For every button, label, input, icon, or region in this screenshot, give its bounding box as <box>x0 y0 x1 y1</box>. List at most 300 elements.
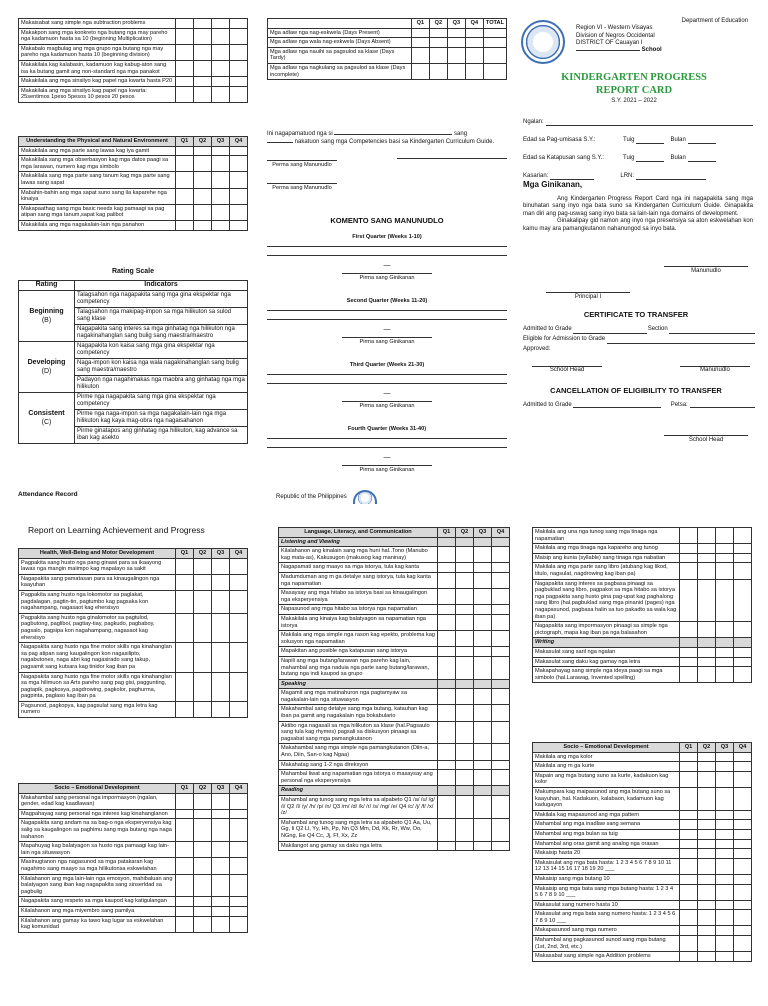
math-table-top <box>18 18 248 103</box>
rating-cell <box>230 574 248 590</box>
table-header: Socio – Emotional Development <box>19 784 176 794</box>
rating-cell <box>212 701 230 717</box>
rating-cell <box>230 793 248 809</box>
rating-cell <box>456 631 474 647</box>
competency-text: Aktibo nga nagasali sa mga hilikuton sa klase (hal.Pagsaulo sang tula kag rhymes) pagsali sa diskusyon pinaagi sa pagsabat sang mga pamangkutanon <box>279 721 438 744</box>
socio-right-table <box>532 742 752 962</box>
rating-cell <box>176 874 194 897</box>
rating-cell <box>447 38 465 48</box>
competency-text: Kilalahanon ang mga miyembro sang pamilya <box>19 906 176 916</box>
rating-cell <box>456 796 474 819</box>
health-table <box>18 548 248 718</box>
quarter-header: Q2 <box>456 528 474 538</box>
competency-text: Makilangot ang gamay sa daku nga letra <box>279 841 438 851</box>
rating-cell <box>492 786 510 796</box>
rating-cell <box>194 574 212 590</box>
table-row <box>533 647 752 657</box>
rating-cell <box>438 631 456 647</box>
rating-cell <box>456 841 474 851</box>
rating-cell <box>680 622 698 638</box>
competency-text: Nagapakita sang pamatasan para sa kinaugalingon nga kaayuhan <box>19 574 176 590</box>
certify-text-a: Ini nagapamatuod nga si <box>267 131 335 137</box>
rating-cell <box>492 605 510 615</box>
rating-cell <box>176 188 194 204</box>
rating-cell <box>474 818 492 841</box>
rating-cell <box>734 638 752 648</box>
rating-cell <box>680 667 698 683</box>
komento-dash: — <box>383 326 391 333</box>
rating-cell <box>447 47 465 63</box>
rating-cell <box>680 874 698 884</box>
rating-cell <box>698 579 716 622</box>
competency-text: Pagpakita sang husto nga lokomotor sa paglakat, pagdalagan, pagtin-tin, pagtumbo kag pagsaka kon nagahampang, nagasaot kag ehersisyo <box>19 590 176 613</box>
quarter-header: Q1 <box>438 528 456 538</box>
rating-cell <box>680 910 698 926</box>
rating-cell <box>438 841 456 851</box>
rating-cell <box>212 613 230 642</box>
rating-cell <box>698 900 716 910</box>
approved-label: Approved: <box>523 346 551 352</box>
komento-dash: — <box>383 390 391 397</box>
competency-text: Makakilala ang mga parte sang lawas kag iya gamit <box>19 146 176 156</box>
competency-text: Mahambal ang tunog sang mga letra sa alpabeto Q1 /a/ /u/ /g/ /i/ Q2 /l/ /y/ /h/ /p/ /n/ Q3 /m/ /d/ /k/ /r/ /s/ /ng/ /e/ Q4 /c/ /j/ /f/ /x/ /z/ <box>279 796 438 819</box>
rating-table <box>18 280 248 444</box>
table-row <box>19 590 248 613</box>
rating-cell <box>492 563 510 573</box>
rating-cell <box>230 44 248 60</box>
rating-cell <box>680 762 698 772</box>
rating-cell <box>438 537 456 547</box>
quarter-header: Q2 <box>194 784 212 794</box>
sig-teacher-2: Perma sang Manunudlo <box>267 183 337 192</box>
quarter-header: Q4 <box>230 549 248 559</box>
table-row <box>533 771 752 787</box>
reading-writing-table <box>532 527 752 683</box>
competency-text: Nagapamati sang maayo sa mga istorya, tula kag kanta <box>279 563 438 573</box>
rating-level: Beginning <box>29 307 64 315</box>
rating-level: Consistent <box>28 409 65 417</box>
rating-cell <box>734 926 752 936</box>
rating-cell <box>698 849 716 859</box>
rating-cell <box>230 643 248 672</box>
letter-paragraph-2: Ginakalipay gid namon ang inyo nga presensiya sa aton eskwelahan kon kamu may ara pamangkutanon nahanungod sa inyo bata. <box>523 218 753 232</box>
rating-cell <box>492 547 510 563</box>
rating-cell <box>438 705 456 721</box>
rating-cell <box>474 705 492 721</box>
competency-text: Kilalahanon ang gamay ka tawo kag lugar sa eskwelahan kag komunidad <box>19 916 176 932</box>
table-row <box>19 204 248 220</box>
komento-dash: — <box>383 454 391 461</box>
quarter-label: Fourth Quarter (Weeks 31-40) <box>347 426 427 432</box>
rating-cell <box>230 672 248 701</box>
table-row <box>19 220 248 230</box>
rating-cell <box>194 28 212 44</box>
rating-cell <box>176 819 194 842</box>
rating-cell <box>680 810 698 820</box>
quarter-label: Third Quarter (Weeks 21-30) <box>349 362 425 368</box>
table-row <box>19 793 248 809</box>
competency-text: Nagapakita sang husto nga fine motor skills nga kinahanglan sa pag atipan sang kaugalingon kon nagasilipto, nagabutones, naga abri kag nagasirado sang takup, pagsamit sang kutsara kag tinidor kag iban pa <box>19 643 176 672</box>
table-row <box>19 701 248 717</box>
competency-text: Makahambal sang detalye sang mga butang, katauhan kag iban pa gamit ang nagakalain nga bokabulario <box>279 705 438 721</box>
rating-cell <box>438 656 456 679</box>
rating-cell <box>680 936 698 952</box>
rating-cell <box>716 622 734 638</box>
rating-cell <box>492 614 510 630</box>
rating-cell <box>474 605 492 615</box>
rating-cell <box>176 793 194 809</box>
competency-text: Nagapakita sang respeto sa mga kaupod kag katigulangan <box>19 897 176 907</box>
competency-text: Nagapakita sang husto nga fine motor skills nga kinahanglan sa mga hilimuon sa Arts pareho sang pag gisi, paggunting, pagtapik, pagkosya, pagdrowing, pagkolor, paghurma, pagpinta, paglaso kag iban pa <box>19 672 176 701</box>
rating-cell <box>716 926 734 936</box>
rating-cell <box>698 936 716 952</box>
subsection-row <box>279 786 510 796</box>
dept-text: Department of Education <box>681 18 748 24</box>
rating-cell <box>474 647 492 657</box>
competency-text: Makasulat sang daku kag gamay nga letra <box>533 657 680 667</box>
table-row <box>533 810 752 820</box>
rating-cell <box>194 44 212 60</box>
table-row <box>279 721 510 744</box>
eligible-label: Eligible for Admission to Grade <box>523 336 606 342</box>
rating-cell <box>194 558 212 574</box>
rating-cell <box>680 579 698 622</box>
rating-cell <box>680 829 698 839</box>
competency-text: Mabahin-bahin ang mga sapat suno sang ila kaparehe nga kinaiya <box>19 188 176 204</box>
competency-text: Makakilala ang mga sinsilyo kag papel nga kwarta hasta P20 <box>19 77 176 87</box>
rating-cell <box>698 553 716 563</box>
attendance-row <box>268 63 507 79</box>
rating-cell <box>698 858 716 874</box>
competency-text: Makakpon sang mga konkreto nga butang nga may pareho nga kadamuon hasta sa 10 (beginning Multiplication) <box>19 28 176 44</box>
table-row <box>279 689 510 705</box>
table-row <box>19 906 248 916</box>
rating-cell <box>734 553 752 563</box>
rating-cell <box>698 810 716 820</box>
rating-cell <box>194 809 212 819</box>
rating-cell <box>698 667 716 683</box>
table-row <box>279 841 510 851</box>
indicator-text: Nagapakita sang interes sa mga ginhatag nga hilikuton nga nagakinahanglan sang bulig sang maestra/maestro <box>75 324 248 341</box>
rating-cell <box>680 657 698 667</box>
table-row <box>19 842 248 858</box>
rating-cell <box>698 638 716 648</box>
rating-cell <box>176 146 194 156</box>
table-row <box>19 19 248 29</box>
rating-cell <box>176 809 194 819</box>
rating-cell <box>680 771 698 787</box>
rating-cell <box>734 952 752 962</box>
table-row <box>19 858 248 874</box>
rating-cell <box>680 647 698 657</box>
rating-cell <box>680 839 698 849</box>
table-row <box>19 558 248 574</box>
attendance-header: TOTAL <box>483 19 506 29</box>
rating-cell <box>734 936 752 952</box>
competency-text: Makakilala sang mga obserbasyon kag mga datos paagi sa mga larawan, numero kag mga simbolo <box>19 156 176 172</box>
rating-cell <box>680 787 698 810</box>
rating-cell <box>230 558 248 574</box>
rating-cell <box>734 900 752 910</box>
rating-cell <box>456 744 474 760</box>
rating-cell <box>698 787 716 810</box>
rating-cell <box>411 38 429 48</box>
competency-text: Makilala kag mapasunod ang mga pattern <box>533 810 680 820</box>
rating-cell <box>212 19 230 29</box>
competency-text: Napili ang mga butang/larawan nga pareho kag lain, mahambal ang mga naduia nga parte sang butang/larawan, butang nga indi kaupod sa grupo <box>279 656 438 679</box>
rating-cell <box>194 590 212 613</box>
quarter-header: Q3 <box>212 137 230 147</box>
competency-text: Maisip ang kunia (syllable) sang tinaga nga nabatian <box>533 553 680 563</box>
physical-table <box>18 136 248 231</box>
rating-cell <box>194 842 212 858</box>
rating-cell <box>176 28 194 44</box>
rating-cell <box>474 721 492 744</box>
komento-dash: — <box>383 262 391 269</box>
rating-cell <box>474 679 492 689</box>
rating-cell <box>176 156 194 172</box>
rating-cell <box>230 819 248 842</box>
quarter-header: Q1 <box>176 549 194 559</box>
rating-cell <box>230 701 248 717</box>
rating-cell <box>698 820 716 830</box>
rating-cell <box>438 744 456 760</box>
table-row <box>533 874 752 884</box>
rating-cell <box>194 613 212 642</box>
rating-cell <box>474 786 492 796</box>
rating-cell <box>230 897 248 907</box>
indicator-text: Talagsahon nga nagapakita sang mga gina ekspektar nga competency <box>75 290 248 307</box>
socio-left-table <box>18 783 248 933</box>
rating-cell <box>698 657 716 667</box>
indicator-text: Talagsahon nga makipag-impon sa mga hilikuton sa sulod sang klase <box>75 307 248 324</box>
rating-cell <box>456 760 474 770</box>
attendance-header: Q4 <box>465 19 483 29</box>
rating-cell <box>212 874 230 897</box>
competency-text: Makapasunod sang mga numero <box>533 926 680 936</box>
rating-cell <box>716 829 734 839</box>
quarter-header: Q2 <box>194 137 212 147</box>
table-row <box>533 544 752 554</box>
subsection-label: Reading <box>279 786 438 796</box>
rating-cell <box>474 841 492 851</box>
attendance-row <box>268 47 507 63</box>
rating-cell <box>194 86 212 102</box>
cover-title-2: REPORT CARD <box>595 85 673 96</box>
quarter-header: Q1 <box>680 743 698 753</box>
rating-cell <box>492 679 510 689</box>
competency-text: Makahambal sang personal nga impormasyon (ngalan, gender, edad kag kaadlawan) <box>19 793 176 809</box>
table-row <box>19 146 248 156</box>
table-row <box>19 574 248 590</box>
rating-row <box>19 341 248 358</box>
table-row <box>19 874 248 897</box>
rating-cell <box>716 762 734 772</box>
competency-text: Makilala ang una nga tunog sang mga tinaga nga napamatian <box>533 528 680 544</box>
rating-cell <box>698 874 716 884</box>
attendance-label: Mga adlaw nga nauihi sa pagsulod sa klase (Days Tardy) <box>268 47 412 63</box>
rating-cell <box>176 220 194 230</box>
rating-cell <box>716 771 734 787</box>
rating-cell <box>230 146 248 156</box>
rating-cell <box>716 787 734 810</box>
komento-quarter <box>267 234 507 298</box>
rating-cell <box>212 156 230 172</box>
competency-text: Mahambal liwat ang napamatian nga istorya o masaysay ang personal nga eksperyensiya <box>279 770 438 786</box>
competency-text: Makakilala ang mga nagakalain-lain nga panahon <box>19 220 176 230</box>
table-row <box>19 897 248 907</box>
competency-text: Mahambal ang oras gamit ang analog nga orasan <box>533 839 680 849</box>
rating-cell <box>474 770 492 786</box>
rating-cell <box>194 793 212 809</box>
attendance-label: Mga adlaw nga nagkulang sa pagsulod sa klase (Days incomplete) <box>268 63 412 79</box>
rating-cell <box>438 572 456 588</box>
competency-text: Makaisip ang mga bata sang mga butang hasta: 1 2 3 4 5 6 7 8 9 10 ___ <box>533 884 680 900</box>
quarter-header: Q3 <box>212 549 230 559</box>
table-row <box>533 884 752 900</box>
attendance-label: Mga adlaw nga nag-eskwela (Days Present) <box>268 28 412 38</box>
rating-cell <box>194 858 212 874</box>
rating-cell <box>680 858 698 874</box>
rating-cell <box>716 874 734 884</box>
principal-sig <box>546 292 630 300</box>
rating-cell <box>438 796 456 819</box>
rating-cell <box>230 60 248 76</box>
competency-text: Nagapakita sang interes sa pagbasa pinaagi sa pagbuklad sang libro, pagpakot sa mga hitabo sa istorya nga pagpakita sang husto gina pag-upat kag paghalong sang libro (hal.pagbuklad sang mga pinanid (pages) nga nagapasunod, pagbasa halin sa tuo pakadto sa wala kag iban pa) <box>533 579 680 622</box>
rating-cell <box>176 643 194 672</box>
competency-text: Nagapakita sang impormasyon pinaagi sa simple nga pictograph, mapa kag iban pa nga balasahon <box>533 622 680 638</box>
rating-cell <box>734 787 752 810</box>
rating-cell <box>492 589 510 605</box>
competency-text: Makilala ang mga tinaga nga kapareho ang tunog <box>533 544 680 554</box>
quarter-header: Q4 <box>230 137 248 147</box>
rating-cell <box>492 656 510 679</box>
competency-text: Madumduman ang m ga detalye sang istorya, tula kag kanta nga napamatian <box>279 572 438 588</box>
rating-cell <box>194 916 212 932</box>
table-row <box>533 563 752 579</box>
rating-cell <box>438 721 456 744</box>
rating-cell <box>176 613 194 642</box>
rating-cell <box>734 647 752 657</box>
rating-cell <box>438 547 456 563</box>
competency-text: Napasunod ang mga hitabo sa istorya nga napamatian <box>279 605 438 615</box>
rating-cell <box>230 916 248 932</box>
competency-text: Makaisip hasta 20 <box>533 849 680 859</box>
attendance-header <box>268 19 412 29</box>
rating-cell <box>698 752 716 762</box>
attendance-label: Mga adlaw nga wala nag-eskwela (Days Absent) <box>268 38 412 48</box>
indicator-text: Padayon nga nagahimakas nga maobra ang ginhatag nga mga hilikuton <box>75 375 248 392</box>
indicator-text: Naga-impon kon kaisa nga wala nagakinahanglan sang bulig sang maestra/maestro <box>75 358 248 375</box>
rating-cell <box>734 667 752 683</box>
subsection-label: Listening and Viewing <box>279 537 438 547</box>
rating-cell <box>680 900 698 910</box>
rating-cell <box>474 760 492 770</box>
rating-cell <box>680 926 698 936</box>
table-header: Socio – Emotional Development <box>533 743 680 753</box>
indicator-text: Pirme nga naga-impon sa mga nagakalain-lain nga mga hilikuton kag kaya mag-obra nga nagaisahanon <box>75 409 248 426</box>
rating-cell <box>716 647 734 657</box>
competency-text: Makilala ang mga kolor <box>533 752 680 762</box>
table-row <box>533 900 752 910</box>
division-text: Division of Negros Occidental <box>576 32 655 39</box>
rating-cell <box>716 752 734 762</box>
quarter-label: First Quarter (Weeks 1-10) <box>352 234 422 240</box>
rating-cell <box>680 752 698 762</box>
rating-cell <box>474 563 492 573</box>
school-year: S.Y. 2021 – 2022 <box>611 98 657 104</box>
rating-cell <box>698 771 716 787</box>
competency-text: Makaisabat sang simple nga subtraction problems <box>19 19 176 29</box>
rating-cell <box>438 647 456 657</box>
table-row <box>533 622 752 638</box>
rating-cell <box>492 760 510 770</box>
rating-cell <box>734 829 752 839</box>
rating-cell <box>194 172 212 188</box>
rating-cell <box>716 667 734 683</box>
rating-cell <box>474 656 492 679</box>
rating-cell <box>176 906 194 916</box>
rating-cell <box>492 689 510 705</box>
district-text: DISTRICT OF Cauayan I <box>576 39 643 46</box>
rating-cell <box>429 38 447 48</box>
rating-cell <box>176 842 194 858</box>
rating-cell <box>456 614 474 630</box>
table-row <box>533 952 752 962</box>
table-row <box>279 563 510 573</box>
quarter-header: Q1 <box>176 137 194 147</box>
rating-cell <box>734 839 752 849</box>
rating-cell <box>212 558 230 574</box>
table-row <box>279 705 510 721</box>
competency-text: Makabalo magbulag ang mga grupo nga butang nga may pareho nga kadamuon hasta 10 (beginning division) <box>19 44 176 60</box>
rating-cell <box>438 589 456 605</box>
admitted-label: Admitted to Grade <box>523 326 572 332</box>
rating-cell <box>474 537 492 547</box>
rating-cell <box>212 819 230 842</box>
rating-cell <box>698 952 716 962</box>
rating-cell <box>716 579 734 622</box>
language-table <box>278 527 510 851</box>
rating-cell <box>492 647 510 657</box>
table-row <box>19 60 248 76</box>
rating-cell <box>716 936 734 952</box>
rating-cell <box>438 605 456 615</box>
rating-cell <box>456 547 474 563</box>
petsa-label: Petsa: <box>670 402 688 408</box>
rating-cell <box>483 28 506 38</box>
competency-text: Makaisulat ang mga bata hasta: 1 2 3 4 5 6 7 8 9 10 11 12 13 14 15 16 17 18 19 20 ___ <box>533 858 680 874</box>
rating-cell <box>411 28 429 38</box>
table-row <box>19 77 248 87</box>
rating-cell <box>734 884 752 900</box>
rating-cell <box>212 897 230 907</box>
attendance-header: Q1 <box>411 19 429 29</box>
rating-code: (D) <box>41 367 52 375</box>
rating-cell <box>492 705 510 721</box>
rating-cell <box>194 819 212 842</box>
table-row <box>19 172 248 188</box>
rating-cell <box>734 874 752 884</box>
rating-cell <box>212 77 230 87</box>
rating-cell <box>438 786 456 796</box>
competency-text: Makakilala kag kalabasin, kadamuon kag kabug-aton sang isa ka butang gamit ang non-standard nga mga panakot <box>19 60 176 76</box>
table-row <box>533 528 752 544</box>
table-row <box>533 667 752 683</box>
rating-row <box>19 290 248 307</box>
table-row <box>533 839 752 849</box>
admitted-label-2: Admitted to Grade <box>523 402 572 408</box>
